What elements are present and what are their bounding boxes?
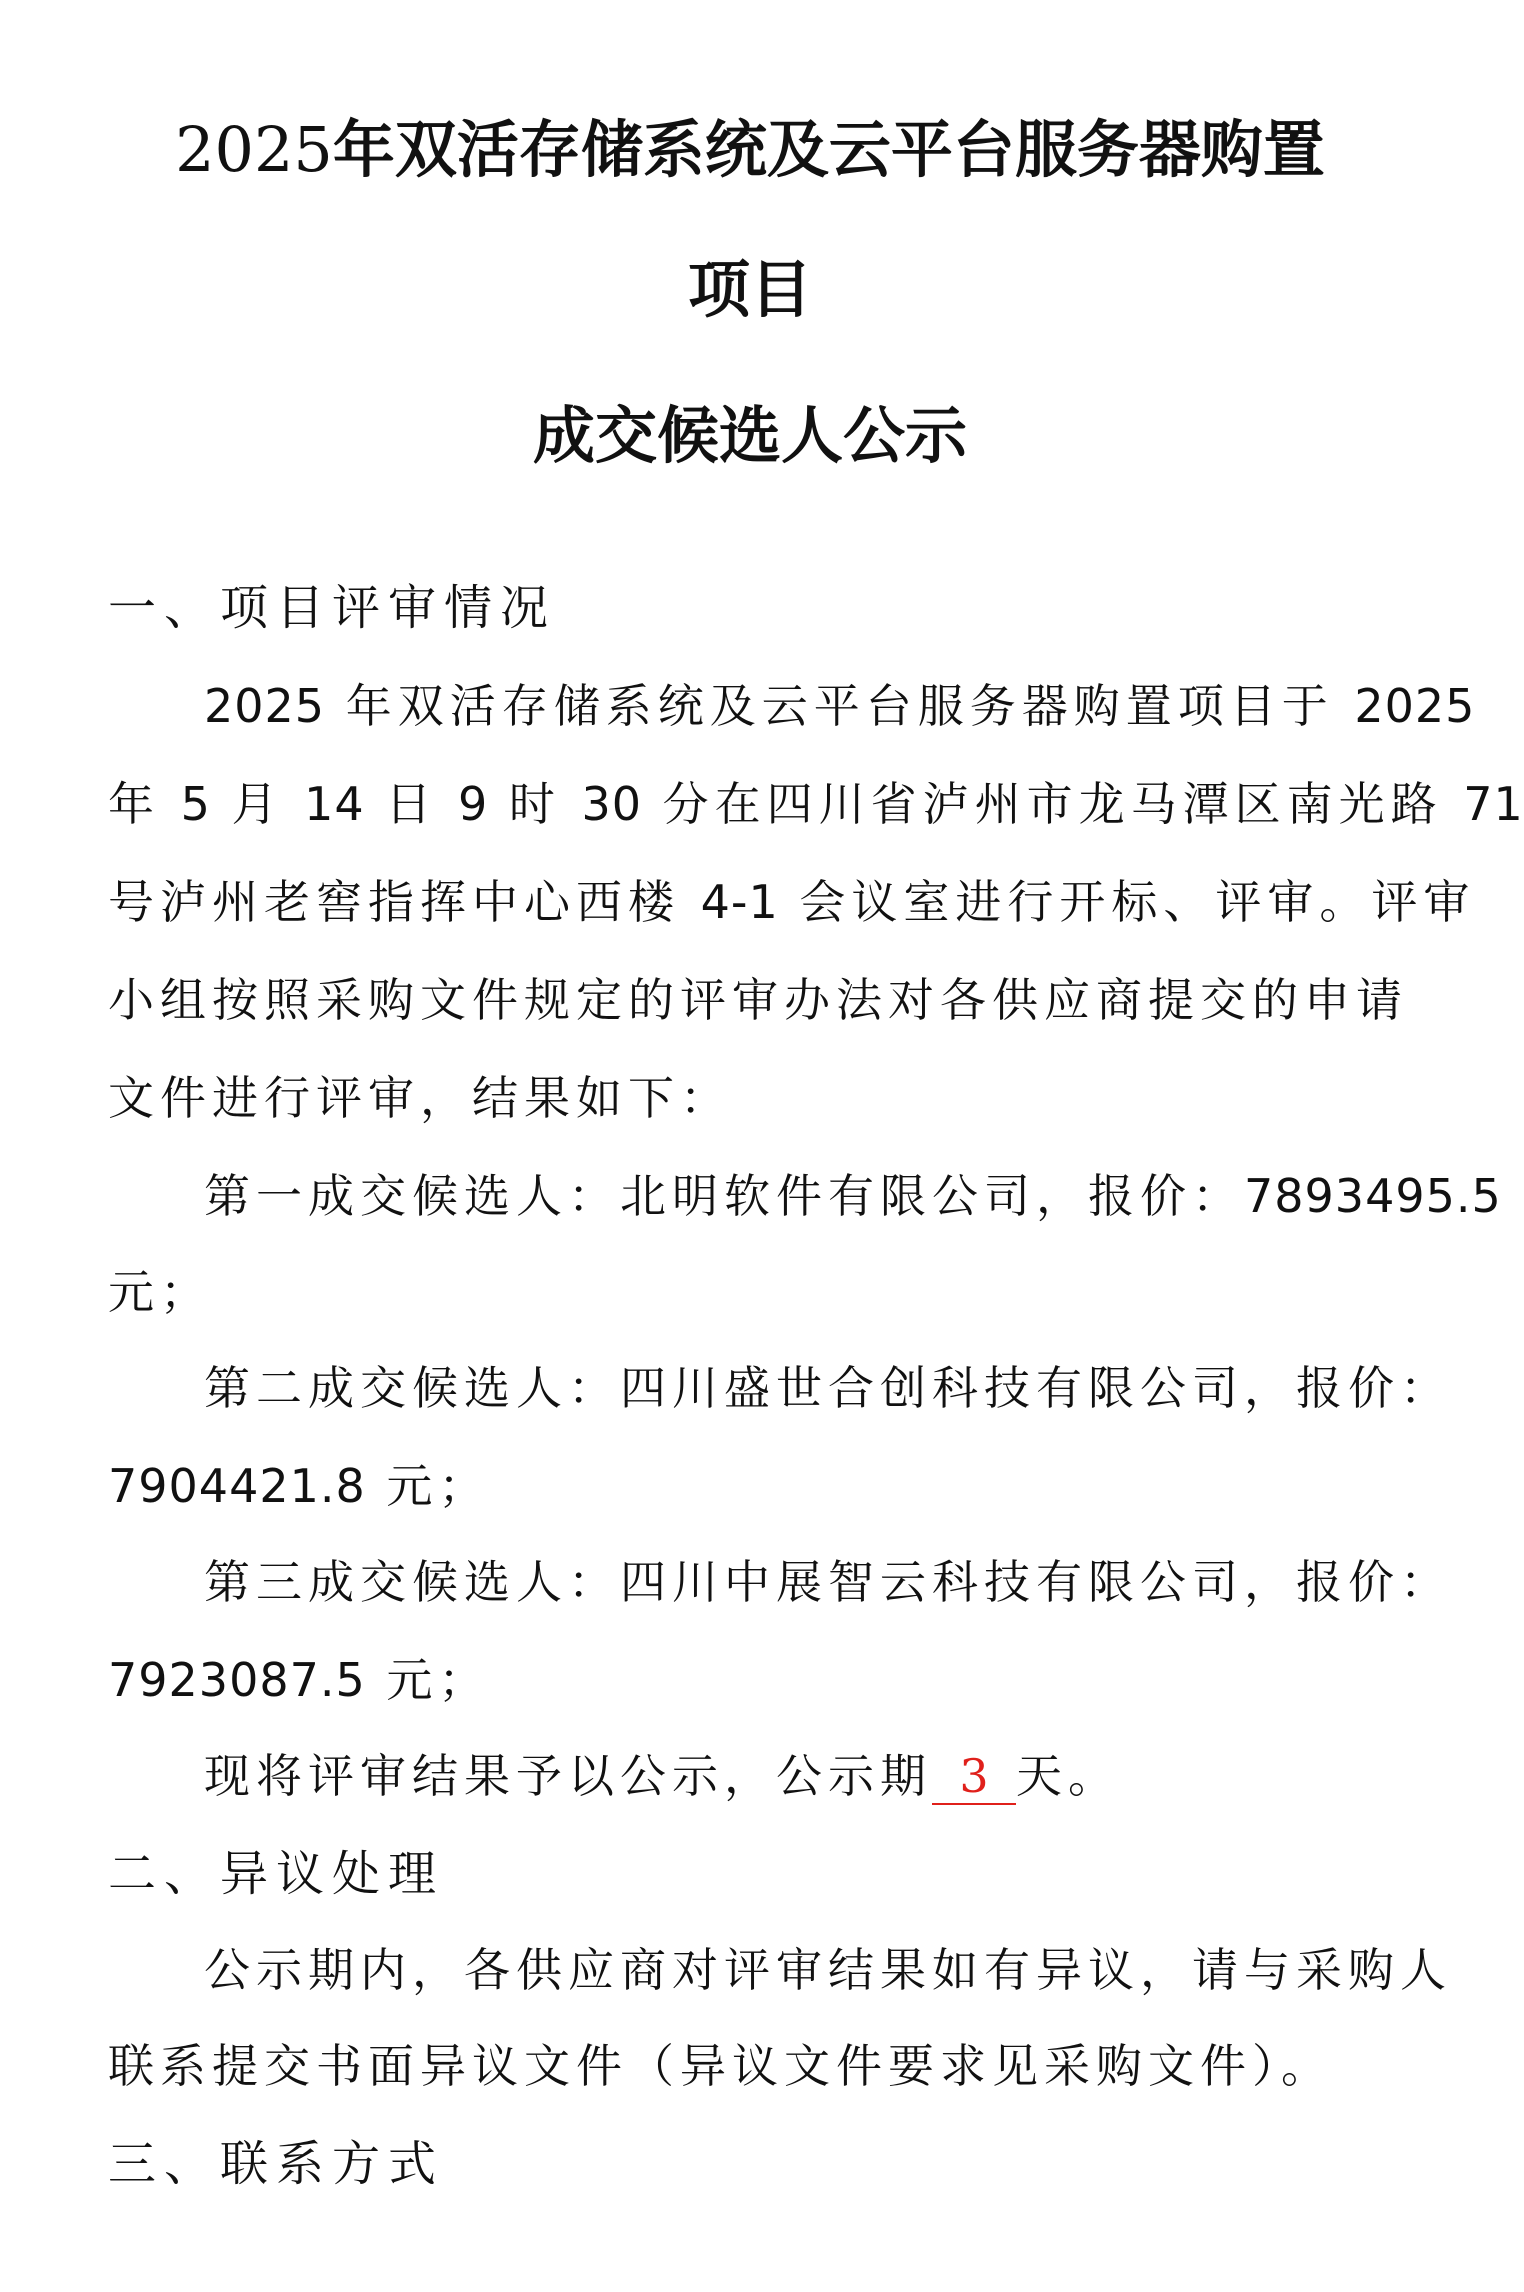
candidate-price: 7893495.5 bbox=[1244, 1169, 1502, 1223]
title-text: 年双活存储系统及云平台服务器购置 bbox=[332, 113, 1325, 186]
candidate-company: 北明软件有限公司， bbox=[620, 1169, 1088, 1223]
candidate-3-price: 7923087.5 元； bbox=[108, 1653, 491, 1707]
candidate-company: 四川中展智云科技有限公司， bbox=[620, 1555, 1296, 1609]
candidate-1: 第一成交候选人：北明软件有限公司，报价：7893495.5 bbox=[204, 1169, 1502, 1223]
candidate-price: 7904421.8 bbox=[108, 1459, 366, 1513]
candidate-3: 第三成交候选人：四川中展智云科技有限公司，报价： bbox=[204, 1555, 1452, 1609]
notice-days: 3 bbox=[932, 1749, 1016, 1805]
paragraph-line: 联系提交书面异议文件（异议文件要求见采购文件）。 bbox=[108, 2039, 1333, 2093]
paragraph-line: 文件进行评审，结果如下： bbox=[108, 1071, 732, 1125]
notice-period: 现将评审结果予以公示，公示期 3 天。 bbox=[204, 1749, 1120, 1803]
candidate-2-price: 7904421.8 元； bbox=[108, 1459, 491, 1513]
section-heading-contact: 三、联系方式 bbox=[108, 2136, 445, 2192]
candidate-label: 第二成交候选人： bbox=[204, 1361, 620, 1415]
paragraph-line: 2025 年双活存储系统及云平台服务器购置项目于 2025 bbox=[204, 679, 1476, 733]
document-title-line-1 bbox=[0, 110, 1500, 190]
candidate-price: 7923087.5 bbox=[108, 1653, 366, 1707]
paragraph-line: 号泸州老窖指挥中心西楼 4-1 会议室进行开标、评审。评审 bbox=[108, 875, 1476, 929]
candidate-label: 第一成交候选人： bbox=[204, 1169, 620, 1223]
document-subtitle: 成交候选人公示 bbox=[532, 399, 967, 472]
section-heading-review: 一、项目评审情况 bbox=[108, 580, 557, 636]
document-title-line-2: 项目 bbox=[687, 253, 812, 326]
title-year: 2025 bbox=[175, 113, 333, 186]
candidate-1-unit: 元； bbox=[108, 1265, 212, 1319]
paragraph-line: 年 5 月 14 日 9 时 30 分在四川省泸州市龙马潭区南光路 71 bbox=[108, 777, 1524, 831]
paragraph-line: 小组按照采购文件规定的评审办法对各供应商提交的申请 bbox=[108, 973, 1408, 1027]
section-heading-objection: 二、异议处理 bbox=[108, 1846, 445, 1902]
paragraph-line: 公示期内，各供应商对评审结果如有异议，请与采购人 bbox=[204, 1943, 1452, 1997]
candidate-company: 四川盛世合创科技有限公司， bbox=[620, 1361, 1296, 1415]
candidate-2: 第二成交候选人：四川盛世合创科技有限公司，报价： bbox=[204, 1361, 1452, 1415]
candidate-label: 第三成交候选人： bbox=[204, 1555, 620, 1609]
